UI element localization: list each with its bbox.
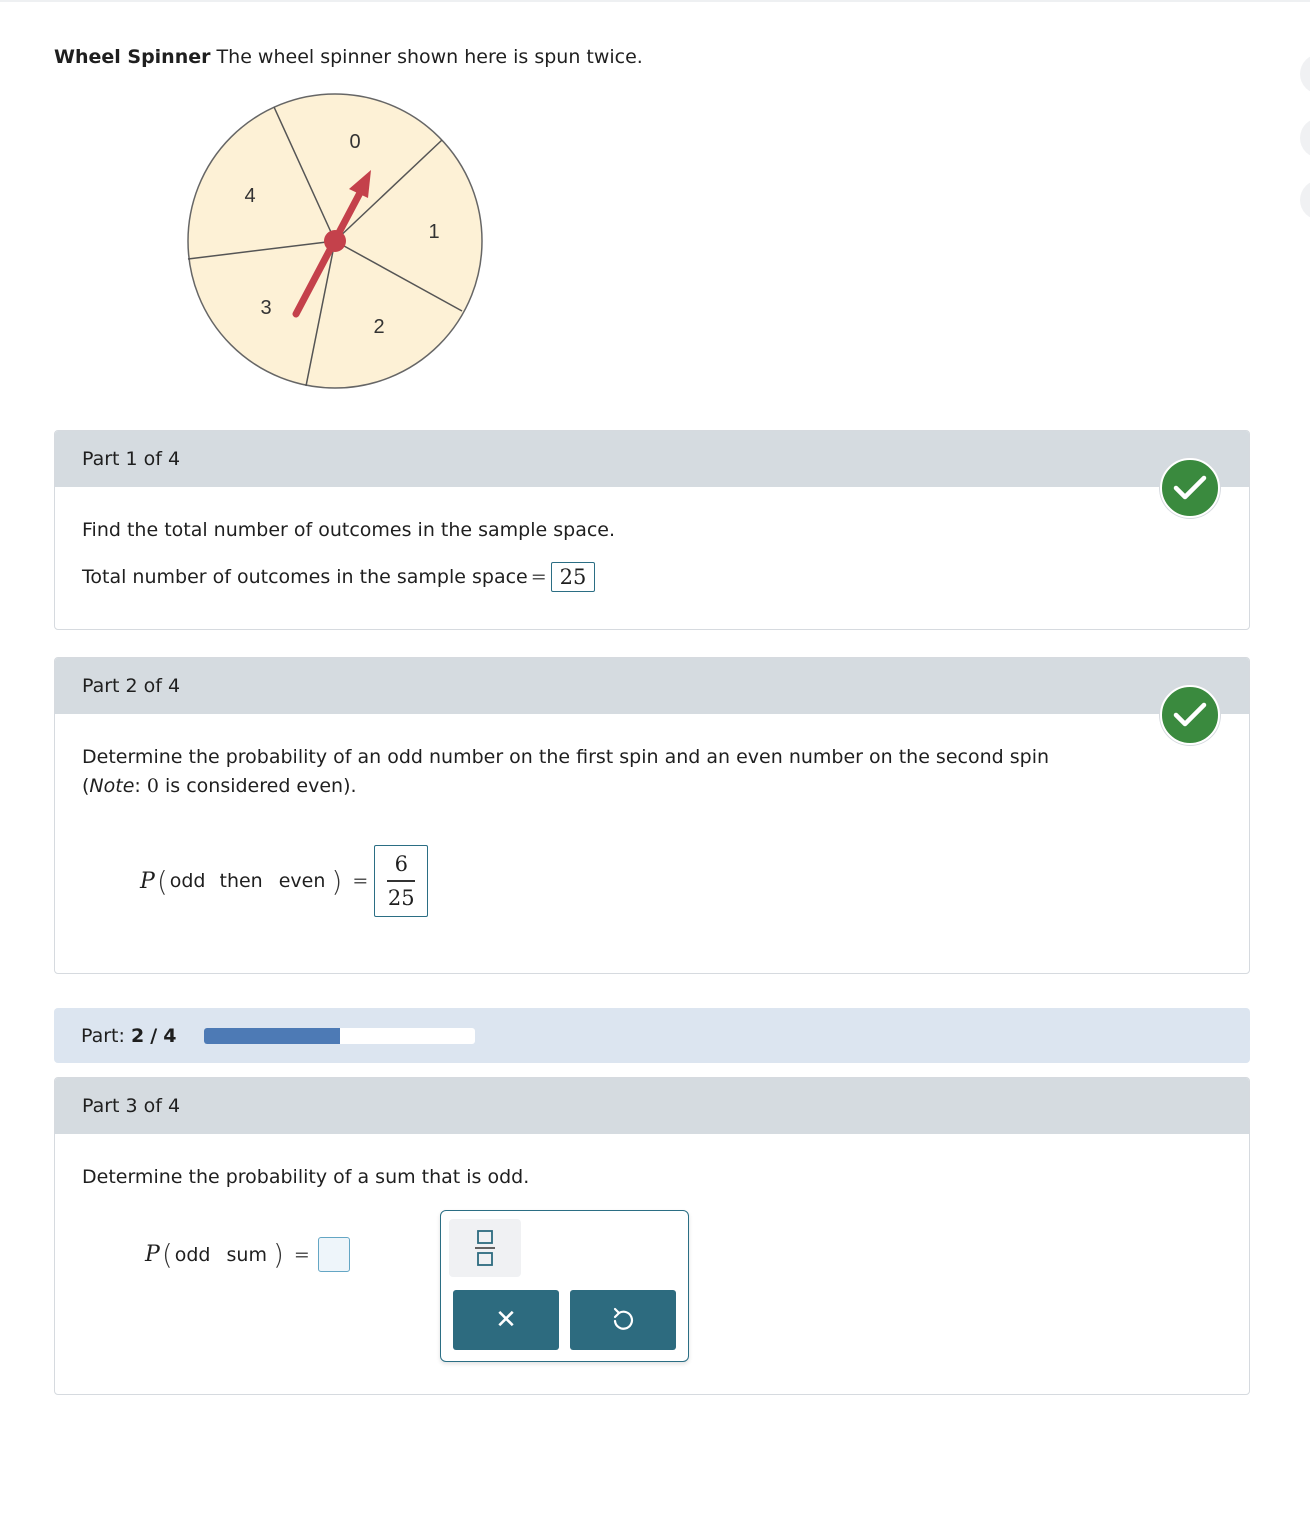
- progress-current: 2: [130, 1024, 145, 1047]
- part1-correct-check-icon: [1160, 458, 1220, 518]
- sector-label-3: 3: [260, 297, 272, 319]
- part1-card: [54, 430, 1250, 630]
- close-icon: ✕: [495, 1305, 517, 1335]
- problem-title: Wheel Spinner: [54, 46, 211, 68]
- part3-header: Part 3 of 4: [55, 1078, 1249, 1134]
- part3-equation: P ( odd sum ) =: [145, 1237, 350, 1272]
- fraction-template-icon: [474, 1229, 496, 1267]
- part1-answer-label: Total number of outcomes in the sample space: [82, 566, 528, 588]
- word-odd: odd: [174, 1243, 211, 1266]
- math-input-palette: [440, 1210, 689, 1362]
- word-then: then: [219, 870, 263, 892]
- sector-label-4: 4: [244, 185, 256, 207]
- sector-label-1: 1: [428, 221, 440, 243]
- part2-equals: =: [352, 870, 369, 892]
- part3-question: Determine the probability of a sum that is odd.: [82, 1166, 530, 1188]
- progress-label: Part: 2 / 4: [81, 1024, 177, 1047]
- part2-question-note: (Note: 0 is considered even).: [82, 775, 357, 797]
- problem-intro: [54, 44, 643, 70]
- top-divider: [0, 0, 1310, 2]
- progress-fill: [204, 1028, 340, 1044]
- part2-equation: P ( odd then even ) = $\frac{6}{25}$: [140, 845, 428, 917]
- word-sum: sum: [226, 1243, 267, 1266]
- numerator: 6: [394, 852, 408, 877]
- note-word: Note: [89, 775, 135, 797]
- part2-answer-fraction[interactable]: [374, 845, 428, 917]
- part2-question-line1: Determine the probability of an odd number on the first spin and an even number on the second spin: [82, 746, 1050, 768]
- part2-card: [54, 657, 1250, 974]
- undo-button[interactable]: [570, 1290, 676, 1350]
- fraction-bar: [387, 880, 415, 882]
- part2-question: [82, 743, 1049, 801]
- denominator: 25: [387, 885, 415, 910]
- part3-equals: =: [293, 1243, 310, 1266]
- wheel-spinner: [180, 88, 490, 398]
- note-zero: 0: [146, 775, 159, 797]
- part1-question: Find the total number of outcomes in the sample space.: [82, 519, 616, 541]
- side-tool-button[interactable]: [1300, 118, 1310, 158]
- clear-button[interactable]: [453, 1290, 559, 1350]
- part2-header: Part 2 of 4: [55, 658, 1249, 714]
- part1-answer-input[interactable]: 25: [551, 562, 596, 592]
- progress-track: [204, 1028, 475, 1044]
- part1-equals: =: [530, 566, 547, 588]
- sector-label-2: 2: [373, 316, 385, 338]
- part1-answer-row: [82, 562, 595, 592]
- part3-answer-input[interactable]: [318, 1237, 350, 1272]
- undo-icon: [611, 1307, 635, 1333]
- part-progress: [54, 1008, 1250, 1063]
- side-tool-button[interactable]: [1300, 180, 1310, 220]
- probability-symbol: P: [145, 1242, 160, 1267]
- problem-description: The wheel spinner shown here is spun twice.: [216, 46, 643, 68]
- word-odd: odd: [169, 870, 206, 892]
- word-even: even: [278, 870, 326, 892]
- side-tool-button[interactable]: [1300, 54, 1310, 94]
- probability-symbol: P: [140, 868, 155, 894]
- sector-label-0: 0: [349, 131, 361, 153]
- part1-header: Part 1 of 4: [55, 431, 1249, 487]
- part2-correct-check-icon: [1160, 685, 1220, 745]
- fraction-button[interactable]: [449, 1219, 521, 1277]
- progress-total: 4: [163, 1024, 177, 1047]
